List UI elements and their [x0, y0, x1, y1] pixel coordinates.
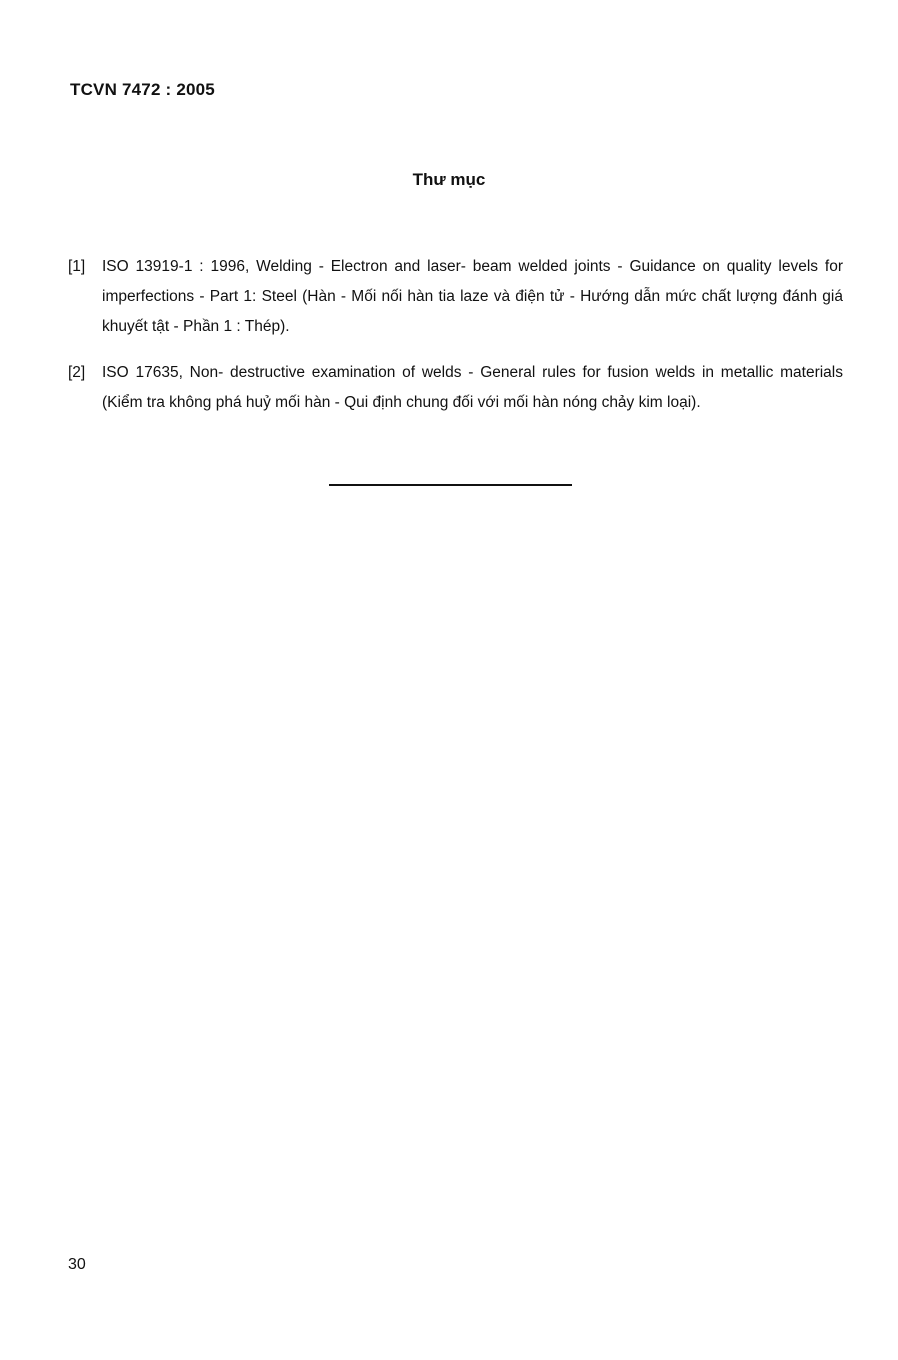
reference-list — [68, 252, 843, 434]
reference-item — [68, 252, 843, 342]
section-title: Thư mục — [412, 170, 486, 189]
end-of-section-rule — [329, 484, 572, 486]
reference-number: [1] — [68, 258, 86, 275]
reference-item — [68, 358, 843, 418]
reference-text: ISO 13919-1 : 1996, Welding - Electron and laser- beam welded joints - Guidance on quality levels for imperfections - Part 1: Steel (Hàn - Mối nối hàn tia laze và điện tử - Hướng dẫn mức chất lượng đánh giá khuyết tật - Phần 1 : Thép). — [102, 258, 843, 335]
page-number: 30 — [68, 1256, 86, 1273]
reference-text: ISO 17635, Non- destructive examination of welds - General rules for fusion welds in metallic materials (Kiểm tra không phá huỷ mối hàn - Qui định chung đối với mối hàn nóng chảy kim loại). — [102, 364, 843, 411]
standard-code-header: TCVN 7472 : 2005 — [70, 80, 215, 99]
reference-number: [2] — [68, 364, 86, 381]
